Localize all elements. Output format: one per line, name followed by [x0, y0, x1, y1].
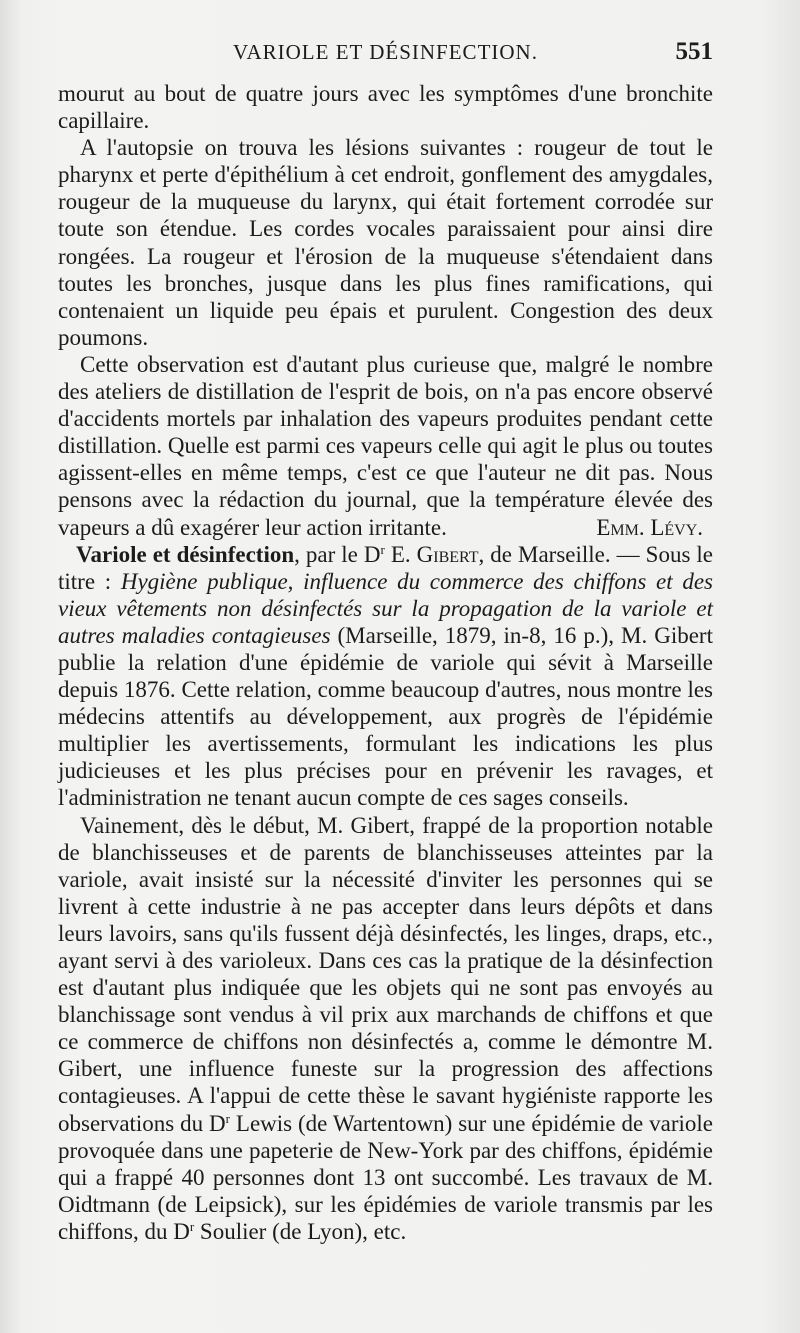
author-signature: Emm. Lévy.	[596, 514, 703, 540]
paragraph-observation	[58, 351, 713, 541]
article-heading: Variole et désinfection	[76, 541, 295, 567]
paragraph-gibert-text-a: Vainement, dès le début, M. Gibert, frappé de la proportion notable de blanchisseuses et de parents de blanchisseuses atteintes par la variole, avait insisté sur la nécessité d'inviter les personnes qui se livrent à cette industrie à ne pas accepter dans leurs dépôts et dans leurs lavoirs, sans qu'ils fussent déjà désinfectés, les linges, draps, etc., ayant servi à des varioleux. Dans ces cas la pratique de la désinfection est d'autant plus indiquée que les objets qui ne sont pas envoyés au blanchissage sont vendus à vil prix aux marchands de chiffons et que ce commerce de chiffons non désinfectés a, comme le démontre M. Gibert, une influence funeste sur la progression des affections contagieuses. A l'appui de cette thèse le savant hygiéniste rapporte les observations du D	[58, 812, 713, 1136]
paragraph-gibert	[58, 812, 713, 1246]
running-title: VARIOLE ET DÉSINFECTION.	[233, 40, 538, 64]
superscript-dr-lewis: r	[225, 1110, 230, 1126]
byline-suffix: , de Marseille. — Sous le titre :	[58, 541, 714, 594]
article-body: (Marseille, 1879, in-8, 16 p.), M. Gibert publie la relation d'une épidémie de variole qui sévit à Marseille depuis 1876. Cette relation, comme beaucoup d'autres, nous montre les médecins attentifs au développement, aux progrès de l'épidémie multiplier les avertissements, formulant les indications les plus judicieuses et les plus précises pour en prévenir les ravages, et l'administration ne tenant aucun compte de ces sages conseils.	[58, 622, 713, 811]
paragraph-continuation: mourut au bout de quatre jours avec les symptômes d'une bronchite capillaire.	[58, 81, 713, 134]
byline-superscript: r	[380, 541, 385, 557]
page-number: 551	[675, 38, 713, 65]
paragraph-gibert-text-b: Lewis (de Wartentown) sur une épidémie de variole provoquée dans une papeterie de New-York par des chiffons, épidémie qui a frappé 40 personnes dont 13 ont succombé. Les travaux de M. Oidtmann (de Leipsick), sur les épidémies de variole transmis par les chiffons, du D	[58, 1110, 713, 1244]
paragraph-observation-text: Cette observation est d'autant plus curieuse que, malgré le nombre des ateliers de distillation de l'esprit de bois, on n'a pas encore observé d'accidents mortels par inhalation des vapeurs produites pendant cette distillation. Quelle est parmi ces vapeurs celle qui agit le plus ou toutes agissent-elles en même temps, c'est ce que l'auteur ne dit pas. Nous pensons avec la rédaction du journal, que la température élevée des vapeurs a dû exagérer leur action irritante.	[58, 351, 713, 540]
paragraph-article-variole	[58, 541, 713, 812]
page-header	[58, 38, 713, 74]
cited-work-title: Hygiène publique, influence du commerce des chiffons et des vieux vêtements non désinfectés sur la propagation de la variole et autres maladies contagieuses	[58, 568, 714, 648]
superscript-dr-soulier: r	[189, 1218, 195, 1234]
byline-prefix: , par le D	[294, 541, 381, 567]
paragraph-gibert-text-c: Soulier (de Lyon), etc.	[194, 1218, 407, 1244]
body-text	[58, 80, 713, 1245]
byline-author-name: E. Gibert	[384, 541, 479, 567]
paragraph-autopsy: A l'autopsie on trouva les lésions suivantes : rougeur de tout le pharynx et perte d'épithélium à cet endroit, gonflement des amygdales, rougeur de la muqueuse du larynx, qui était fortement corrodée sur toute son étendue. Les cordes vocales paraissaient pour ainsi dire rongées. La rougeur et l'érosion de la muqueuse s'étendaient dans toutes les bronches, jusque dans les plus fines ramifications, qui contenaient un liquide peu épais et purulent. Congestion des deux poumons.	[58, 135, 713, 350]
